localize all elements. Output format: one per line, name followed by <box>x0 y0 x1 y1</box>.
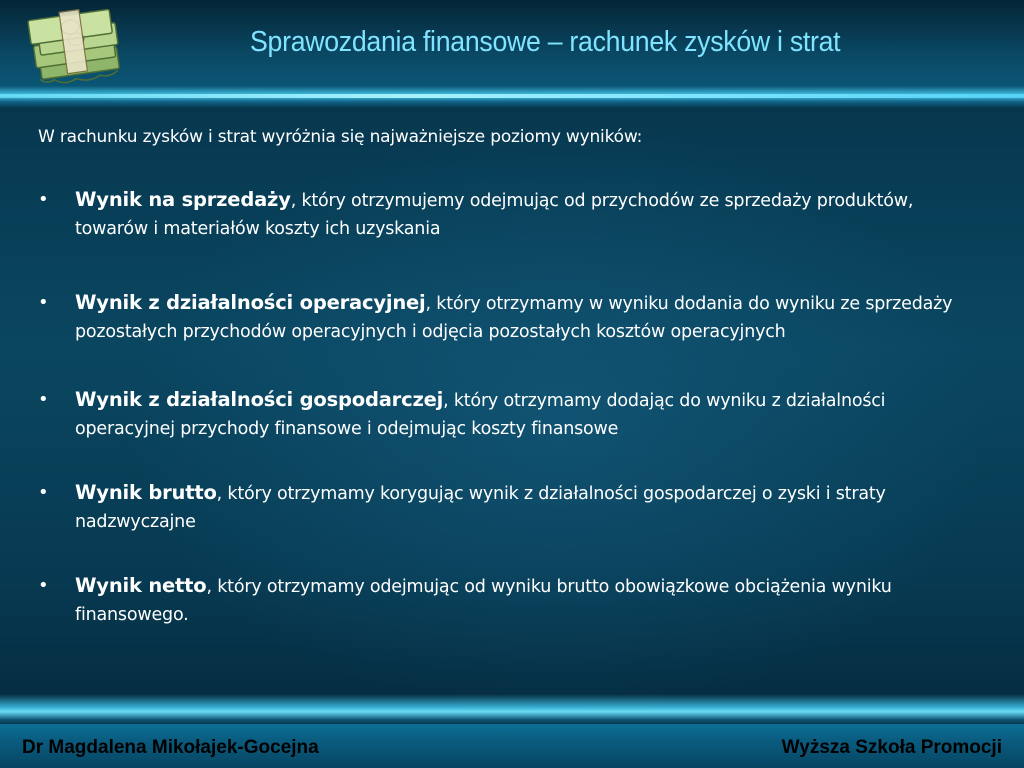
bullet-text: , który otrzymamy dodając do wyniku z działalności operacyjnej przychody finansowe i odejmując koszty finansowe <box>75 391 886 439</box>
bullet-item <box>38 186 978 243</box>
bullet-dot: • <box>38 189 49 210</box>
bullet-dot: • <box>38 292 49 313</box>
bullet-text: , który otrzymujemy odejmując od przychodów ze sprzedaży produktów, towarów i materiałów koszty ich uzyskania <box>75 191 914 239</box>
bullet-text: , który otrzymamy odejmując od wyniku brutto obowiązkowe obciążenia wyniku finansowego. <box>75 577 892 625</box>
bullet-text: , który otrzymamy korygując wynik z działalności gospodarczej o zyski i straty nadzwyczajne <box>75 484 886 532</box>
bullet-term: Wynik brutto <box>75 481 217 504</box>
bullet-list <box>38 186 978 629</box>
bullet-item <box>38 289 978 346</box>
intro-text: W rachunku zysków i strat wyróżnia się najważniejsze poziomy wyników: <box>38 127 643 147</box>
top-light-beam-core <box>0 94 1024 98</box>
bullet-term: Wynik z działalności operacyjnej <box>75 291 426 314</box>
bullet-term: Wynik z działalności gospodarczej <box>75 388 444 411</box>
bullet-dot: • <box>38 482 49 503</box>
bullet-text: , który otrzymamy w wyniku dodania do wyniku ze sprzedaży pozostałych przychodów operacyjnych i odjęcia pozostałych kosztów operacyjnych <box>75 294 953 342</box>
bullet-term: Wynik netto <box>75 574 207 597</box>
bullet-dot: • <box>38 389 49 410</box>
footer-institution: Wyższa Szkoła Promocji <box>781 737 1002 758</box>
slide-title: Sprawozdania finansowe – rachunek zysków i strat <box>250 26 841 58</box>
bullet-item <box>38 479 978 536</box>
bullet-item <box>38 572 978 629</box>
footer-author: Dr Magdalena Mikołajek-Gocejna <box>22 737 319 758</box>
slide-body <box>38 124 978 629</box>
money-stack-icon <box>24 2 132 92</box>
bottom-light-beam <box>0 694 1024 726</box>
bullet-dot: • <box>38 575 49 596</box>
bullet-item <box>38 386 978 443</box>
bullet-term: Wynik na sprzedaży <box>75 188 291 211</box>
